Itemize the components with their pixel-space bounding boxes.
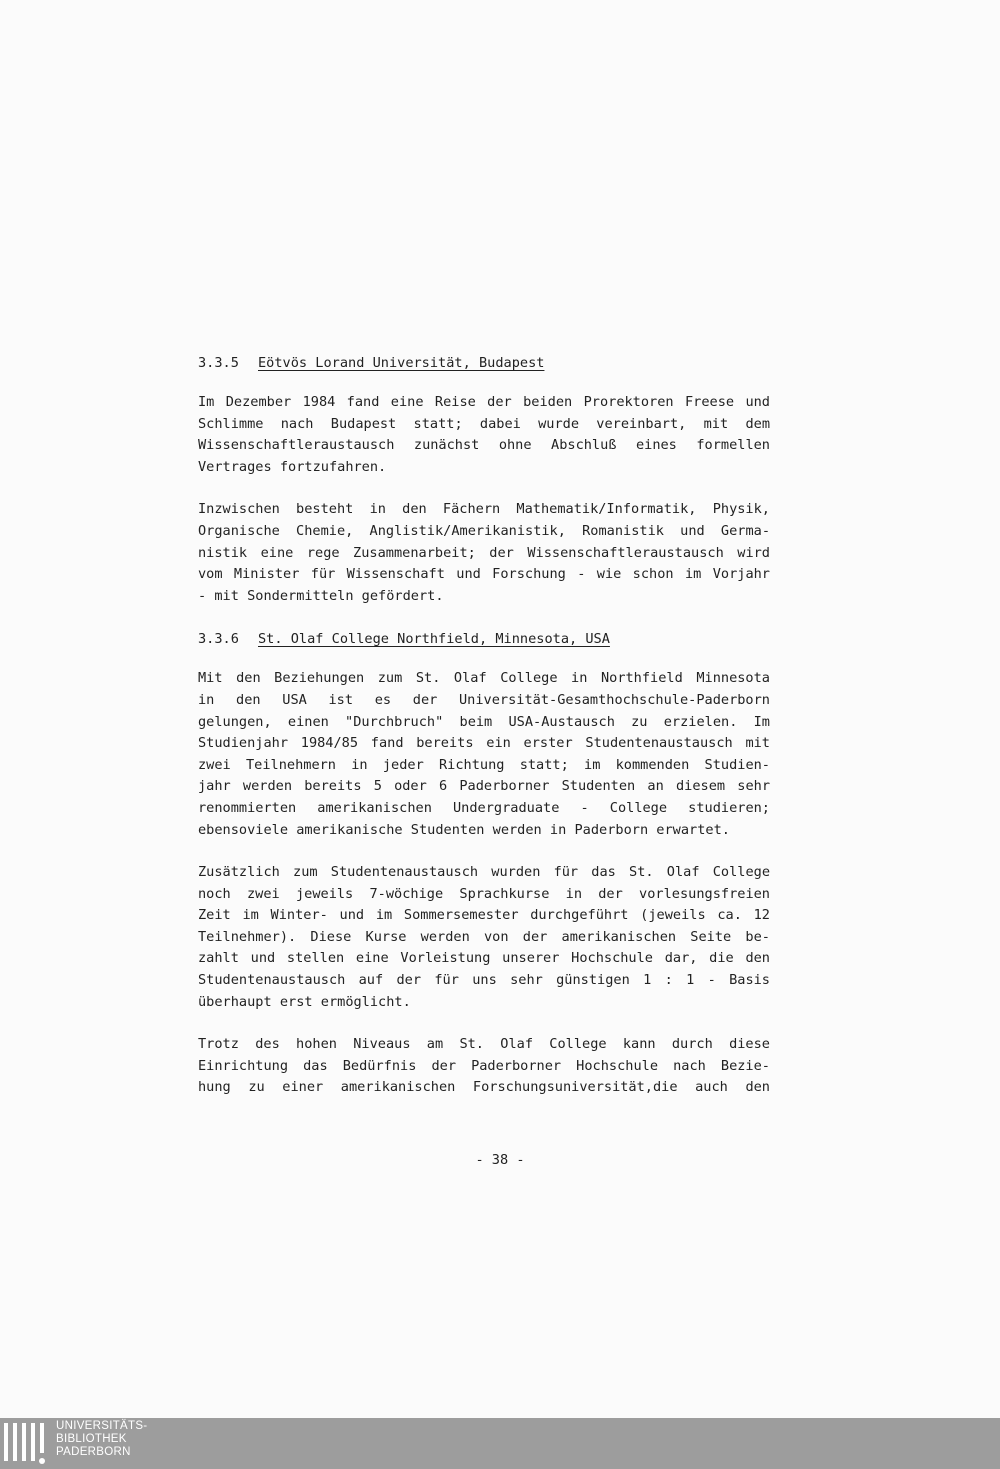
text-line: hung zu einer amerikanischen Forschungsuniversität,die auch den <box>198 1079 770 1096</box>
logo-line: BIBLIOTHEK <box>56 1433 127 1445</box>
library-logo-icon <box>4 1419 48 1467</box>
paragraph <box>198 862 770 1013</box>
paragraph <box>198 499 770 607</box>
text-line: zwei Teilnehmern in jeder Richtung statt; im kommenden Studien- <box>198 756 770 773</box>
text-line: noch zwei jeweils 7-wöchige Sprachkurse in der vorlesungsfreien <box>198 885 770 902</box>
text-line: Einrichtung das Bedürfnis der Paderborner Hochschule nach Bezie- <box>198 1057 770 1074</box>
page-number: - 38 - <box>475 1152 525 1168</box>
logo-line: UNIVERSITÄTS- <box>56 1420 148 1432</box>
text-line: zahlt und stellen eine Vorleistung unserer Hochschule dar, die den <box>198 950 770 967</box>
section-number: 3.3.5 <box>198 355 239 371</box>
library-logo-text <box>56 1420 147 1459</box>
text-line: renommierten amerikanischen Undergraduate - College studieren; <box>198 799 770 816</box>
text-line: vom Minister für Wissenschaft und Forschung - wie schon im Vorjahr <box>198 566 770 583</box>
section-title: St. Olaf College Northfield, Minnesota, USA <box>258 631 610 648</box>
text-line: Wissenschaftleraustausch zunächst ohne Abschluß eines formellen <box>198 437 770 454</box>
text-line: nistik eine rege Zusammenarbeit; der Wissenschaftleraustausch wird <box>198 544 770 561</box>
text-line: Organische Chemie, Anglistik/Amerikanistik, Romanistik und Germa- <box>198 522 770 539</box>
text-line: Zeit im Winter- und im Sommersemester durchgeführt (jeweils ca. 12 <box>198 907 770 924</box>
text-line: in den USA ist es der Universität-Gesamthochschule-Paderborn <box>198 691 770 708</box>
text-line: überhaupt erst ermöglicht. <box>198 993 411 1010</box>
section-title: Eötvös Lorand Universität, Budapest <box>258 355 545 371</box>
logo-line: PADERBORN <box>56 1446 131 1458</box>
paragraph <box>198 668 770 841</box>
text-line: Schlimme nach Budapest statt; dabei wurde vereinbart, mit dem <box>198 415 770 432</box>
text-line: - mit Sondermitteln gefördert. <box>198 587 444 604</box>
text-line: Im Dezember 1984 fand eine Reise der beiden Prorektoren Freese und <box>198 394 770 410</box>
text-line: Studienjahr 1984/85 fand bereits ein erster Studentenaustausch mit <box>198 735 770 752</box>
text-line: Vertrages fortzufahren. <box>198 458 387 475</box>
text-line: Studentenaustausch auf der für uns sehr günstigen 1 : 1 - Basis <box>198 972 770 989</box>
paragraph <box>198 392 770 478</box>
section-heading-3-3-6 <box>198 628 770 650</box>
document-body <box>198 352 770 1120</box>
section-heading-3-3-5 <box>198 352 770 374</box>
library-footer-bar <box>0 1418 1000 1469</box>
text-line: ebensoviele amerikanische Studenten werden in Paderborn erwartet. <box>198 821 730 838</box>
text-line: gelungen, einen "Durchbruch" beim USA-Austausch zu erzielen. Im <box>198 713 770 730</box>
text-line: Trotz des hohen Niveaus am St. Olaf College kann durch diese <box>198 1036 770 1053</box>
text-line: jahr werden bereits 5 oder 6 Paderborner Studenten an diesem sehr <box>198 778 770 795</box>
text-line: Mit den Beziehungen zum St. Olaf College in Northfield Minnesota <box>198 670 770 687</box>
section-number: 3.3.6 <box>198 631 239 648</box>
paragraph <box>198 1034 770 1099</box>
text-line: Teilnehmer). Diese Kurse werden von der amerikanischen Seite be- <box>198 928 770 945</box>
text-line: Inzwischen besteht in den Fächern Mathematik/Informatik, Physik, <box>198 501 770 518</box>
text-line: Zusätzlich zum Studentenaustausch wurden für das St. Olaf College <box>198 864 770 881</box>
